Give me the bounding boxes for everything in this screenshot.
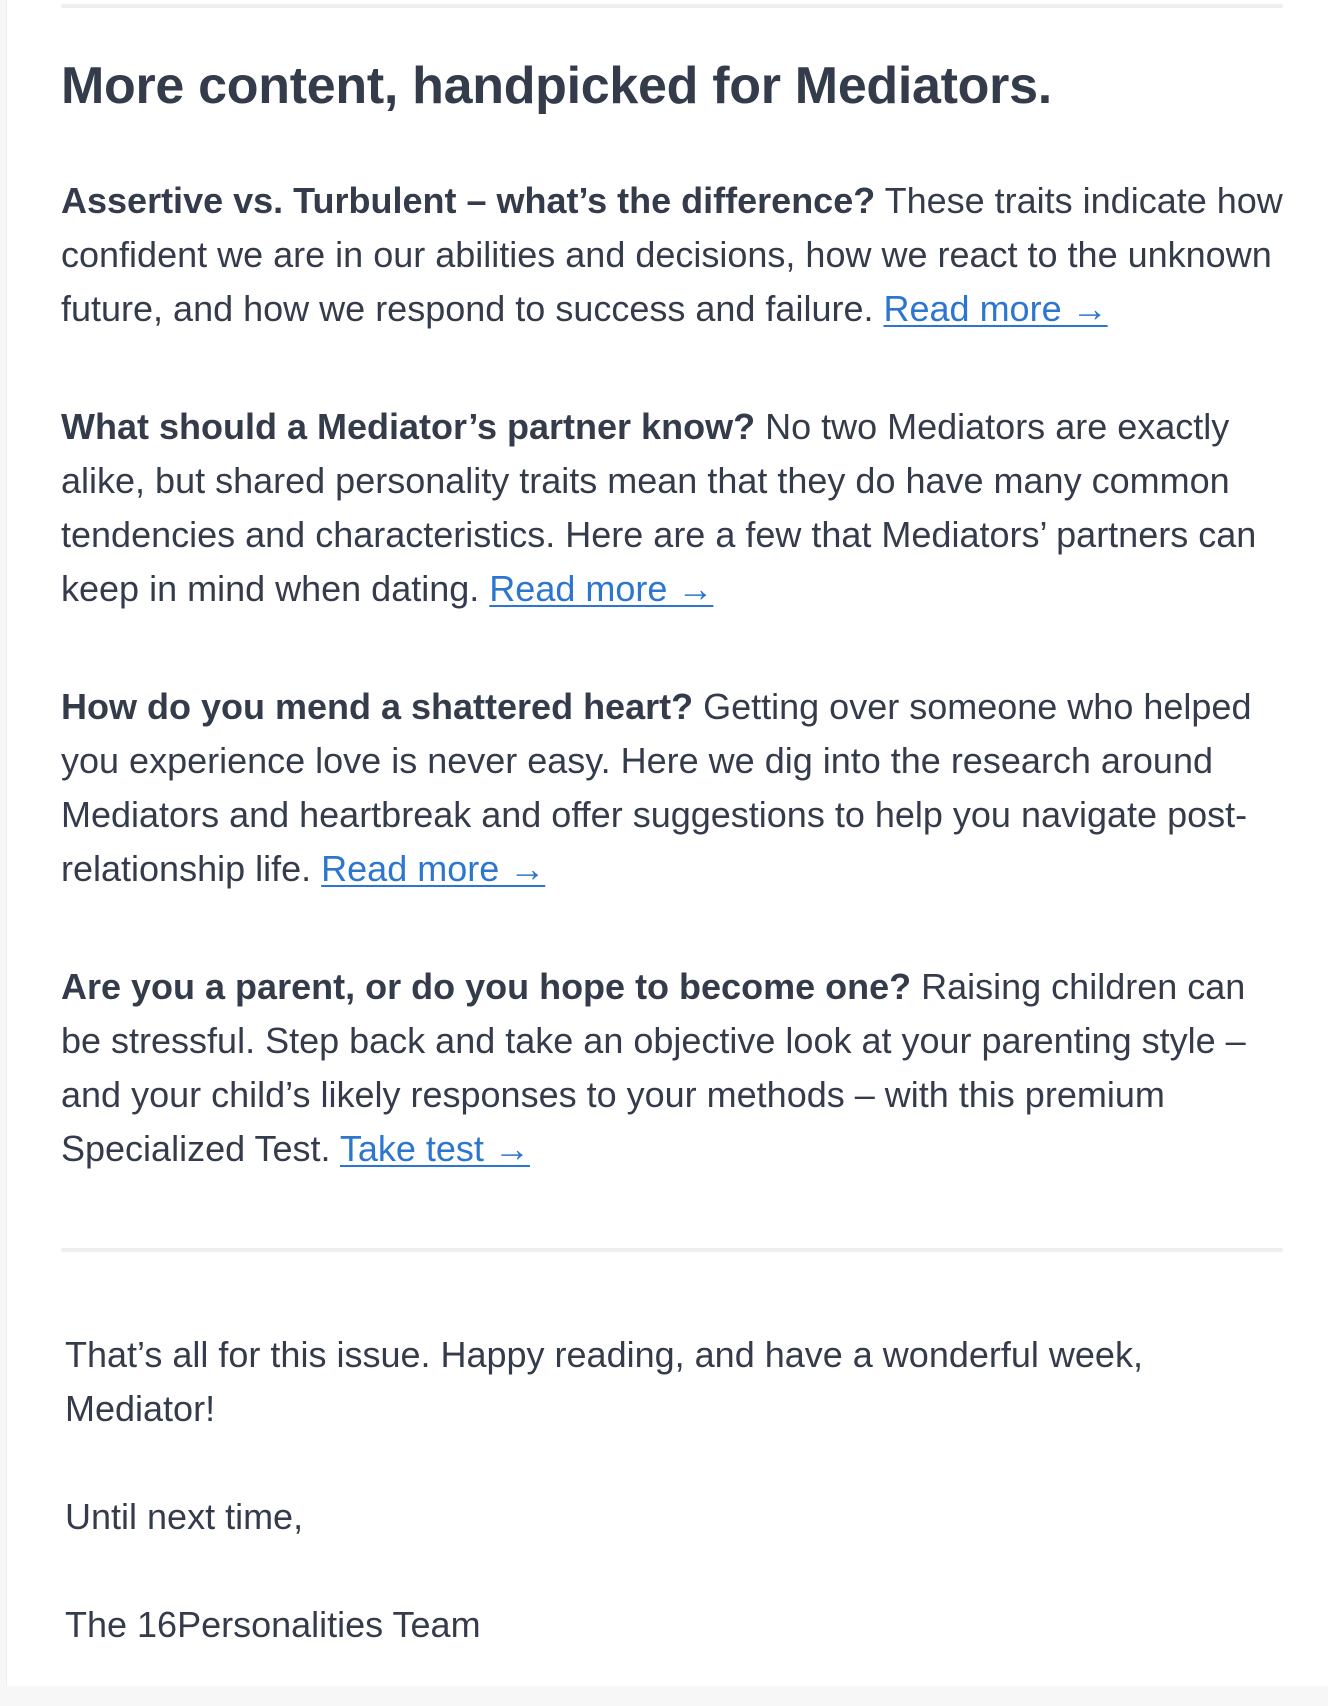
section-divider bbox=[61, 1248, 1283, 1252]
article-title: Assertive vs. Turbulent – what’s the difference? bbox=[61, 180, 876, 221]
read-more-link[interactable]: Read more → bbox=[883, 288, 1108, 329]
article-body: Raising children can be stressful. Step back and take an objective look at your parenting style – and your child’s likely responses to your methods – with this premium Specialized Test. bbox=[61, 966, 1246, 1169]
read-more-link[interactable]: Read more → bbox=[321, 848, 546, 889]
article-assertive-turbulent bbox=[61, 174, 1291, 336]
closing-message: That’s all for this issue. Happy reading, and have a wonderful week, Mediator! bbox=[65, 1334, 1143, 1429]
article-title: What should a Mediator’s partner know? bbox=[61, 406, 756, 447]
signoff: Until next time, bbox=[65, 1496, 304, 1537]
article-heartbreak bbox=[61, 680, 1291, 896]
article-title: How do you mend a shattered heart? bbox=[61, 686, 694, 727]
email-card bbox=[6, 0, 1328, 1686]
article-body: No two Mediators are exactly alike, but shared personality traits mean that they do have many common tendencies and characteristics. Here are a few that Mediators’ partners can keep in mind when dating. bbox=[61, 406, 1257, 609]
team-signature: The 16Personalities Team bbox=[65, 1604, 481, 1645]
article-body: Getting over someone who helped you experience love is never easy. Here we dig into the research around Mediators and heartbreak and offer suggestions to help you navigate post-relationship life. bbox=[61, 686, 1252, 889]
take-test-link[interactable]: Take test → bbox=[339, 1128, 530, 1169]
article-title: Are you a parent, or do you hope to become one? bbox=[61, 966, 912, 1007]
article-parenting bbox=[61, 960, 1291, 1176]
article-partner bbox=[61, 400, 1291, 616]
closing-section bbox=[65, 1328, 1225, 1706]
top-divider bbox=[61, 4, 1283, 8]
article-body: These traits indicate how confident we are in our abilities and decisions, how we react to the unknown future, and how we respond to success and failure. bbox=[61, 180, 1283, 329]
article-list bbox=[61, 174, 1291, 1240]
section-heading: More content, handpicked for Mediators. bbox=[61, 57, 1052, 115]
read-more-link[interactable]: Read more → bbox=[489, 568, 714, 609]
